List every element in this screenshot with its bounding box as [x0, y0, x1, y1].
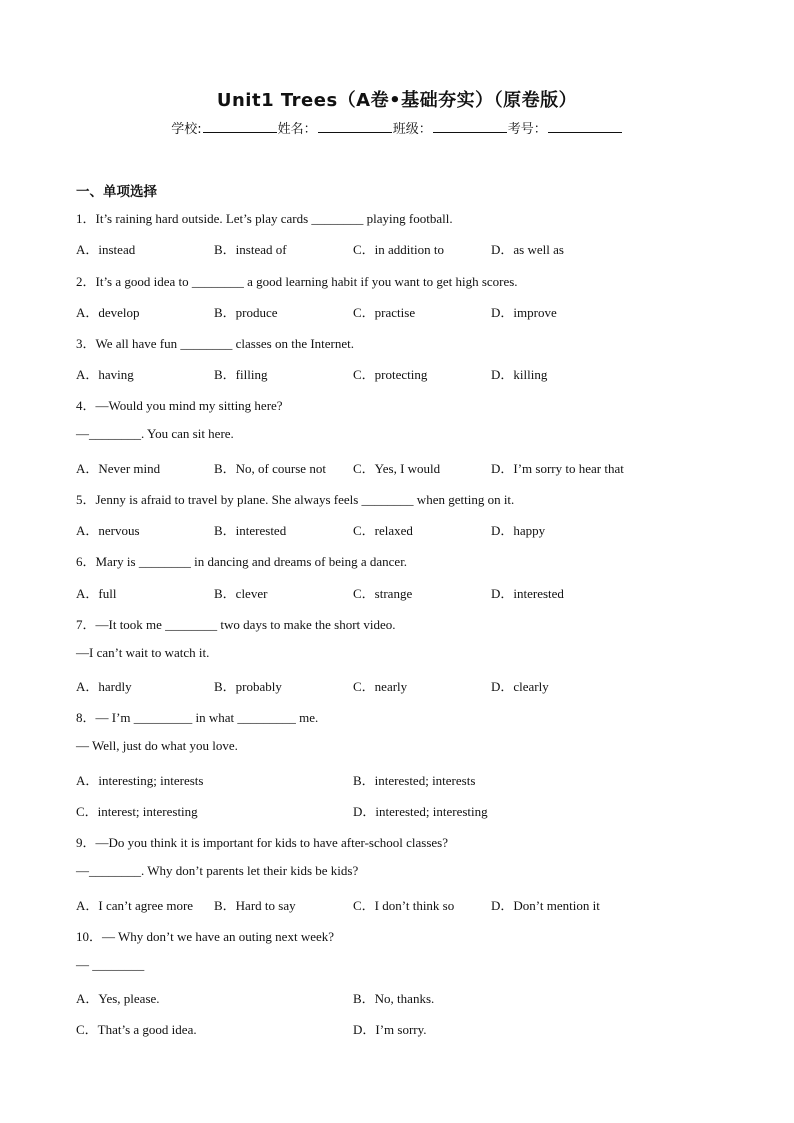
school-label: 学校:: [171, 122, 202, 137]
question-dialogue-line: — Well, just do what you love.: [76, 738, 238, 753]
option-d: D．improve: [491, 305, 557, 320]
question-stem: 4．—Would you mind my sitting here?: [76, 398, 283, 413]
option-a: A．full: [76, 586, 117, 601]
option-c: C．interest; interesting: [76, 804, 198, 819]
option-c: C．practise: [353, 305, 416, 320]
option-a: A．Yes, please.: [76, 991, 160, 1006]
option-c: C．in addition to: [353, 242, 445, 257]
school-blank: [203, 120, 277, 133]
student-info-line: [0, 118, 794, 137]
option-d: D．interested: [491, 586, 564, 601]
option-b: B．produce: [214, 305, 278, 320]
option-c: C．strange: [353, 586, 413, 601]
question-stem: 6．Mary is ________ in dancing and dreams of being a dancer.: [76, 554, 408, 569]
option-d: D．clearly: [491, 679, 549, 694]
question-dialogue-line: —I can’t wait to watch it.: [76, 645, 210, 660]
option-a: A．hardly: [76, 679, 132, 694]
option-a: A．interesting; interests: [76, 773, 204, 788]
question-stem: 2．It’s a good idea to ________ a good learning habit if you want to get high scores.: [76, 274, 518, 289]
option-d: D．I’m sorry.: [353, 1022, 427, 1037]
page-title: Unit1 Trees（A卷•基础夯实）（原卷版）: [216, 90, 578, 111]
option-c: C．protecting: [353, 367, 428, 382]
class-label: 班级：: [392, 122, 432, 137]
option-b: B．probably: [214, 679, 282, 694]
option-b: B．No, of course not: [214, 461, 326, 476]
question-dialogue-line: — ________: [76, 957, 145, 972]
question-stem: 9．—Do you think it is important for kids to have after-school classes?: [76, 835, 448, 850]
option-a: A．having: [76, 367, 134, 382]
option-d: D．I’m sorry to hear that: [491, 461, 624, 476]
name-label: 姓名：: [277, 122, 317, 137]
question-dialogue-line: —________. You can sit here.: [76, 426, 234, 441]
name-blank: [318, 120, 392, 133]
option-a: A．I can’t agree more: [76, 898, 194, 913]
section-title: 一、单项选择: [76, 184, 157, 200]
question-stem: 3．We all have fun ________ classes on the Internet.: [76, 336, 355, 351]
exam-number-blank: [548, 120, 622, 133]
option-b: B．interested: [214, 523, 287, 538]
option-a: A．nervous: [76, 523, 140, 538]
question-stem: 7．—It took me ________ two days to make the short video.: [76, 617, 396, 632]
option-d: D．as well as: [491, 242, 564, 257]
option-a: A．Never mind: [76, 461, 161, 476]
option-d: D．interested; interesting: [353, 804, 488, 819]
option-b: B．instead of: [214, 242, 287, 257]
option-d: D．killing: [491, 367, 548, 382]
option-a: A．develop: [76, 305, 140, 320]
option-c: C．That’s a good idea.: [76, 1022, 197, 1037]
exam-number-label: 考号：: [507, 122, 547, 137]
question-stem: 5．Jenny is afraid to travel by plane. She always feels ________ when getting on it.: [76, 492, 515, 507]
option-d: D．happy: [491, 523, 546, 538]
class-blank: [433, 120, 507, 133]
option-b: B．clever: [214, 586, 268, 601]
option-d: D．Don’t mention it: [491, 898, 600, 913]
option-c: C．nearly: [353, 679, 408, 694]
option-b: B．interested; interests: [353, 773, 476, 788]
question-dialogue-line: —________. Why don’t parents let their kids be kids?: [76, 863, 359, 878]
option-c: C．Yes, I would: [353, 461, 441, 476]
option-b: B．No, thanks.: [353, 991, 435, 1006]
question-stem: 8．— I’m _________ in what _________ me.: [76, 710, 319, 725]
question-stem: 1．It’s raining hard outside. Let’s play cards ________ playing football.: [76, 211, 453, 226]
option-b: B．filling: [214, 367, 268, 382]
option-b: B．Hard to say: [214, 898, 296, 913]
option-c: C．relaxed: [353, 523, 413, 538]
option-a: A．instead: [76, 242, 136, 257]
question-stem: 10．— Why don’t we have an outing next week?: [76, 929, 335, 944]
option-c: C．I don’t think so: [353, 898, 455, 913]
